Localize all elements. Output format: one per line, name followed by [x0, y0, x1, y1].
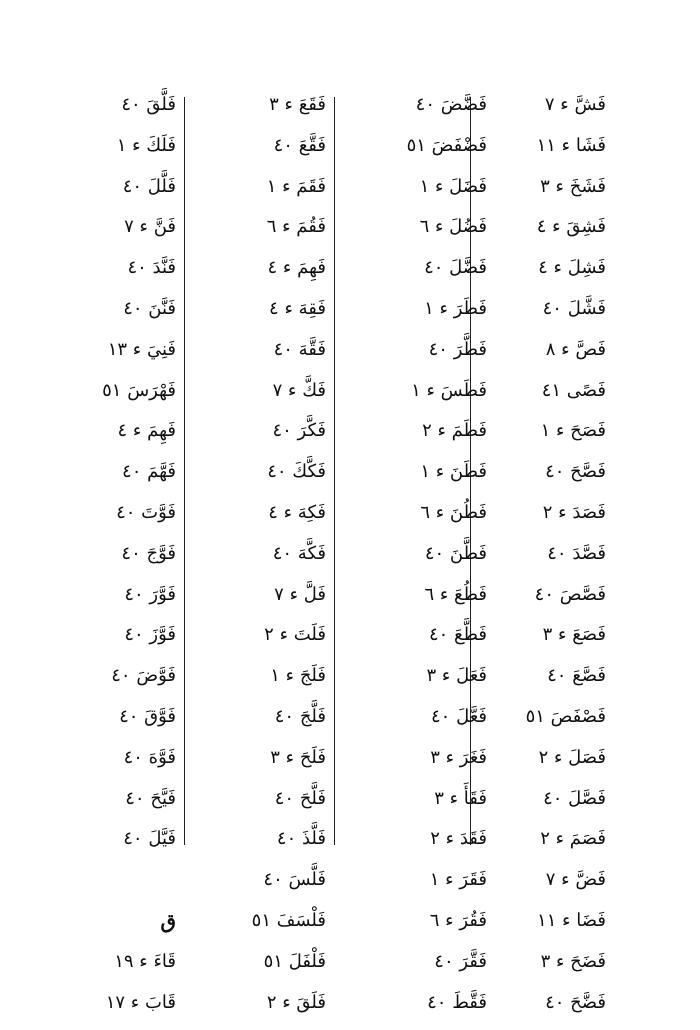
dictionary-entry: فَلَجَ ء ١: [270, 665, 326, 687]
dictionary-entry: فَلَقَ ء ٢: [266, 991, 326, 1013]
dictionary-entry: فَطَرَ ء ١: [424, 297, 487, 319]
dictionary-entry: فَكِهَ ء ٤: [268, 501, 326, 523]
dictionary-entry: فَشِقَ ء ٤: [536, 216, 606, 238]
dictionary-entry: فَوَّجَ ٤٠: [121, 542, 176, 564]
dictionary-entry: فَقَّطَ ٤٠: [427, 991, 487, 1013]
column-2: [356, 92, 487, 1030]
dictionary-entry: فَطَّرَ ٤٠: [428, 338, 487, 360]
dictionary-entry: فَصَعَ ء ٣: [542, 624, 606, 646]
dictionary-entry: فَظَّعَ ٤٠: [428, 624, 487, 646]
dictionary-entry: فَوَّزَ ٤٠: [124, 624, 176, 646]
column-1: [498, 92, 606, 1030]
dictionary-entry: فَلَّذَ ٤٠: [276, 828, 326, 850]
dictionary-entry: فَشِلَ ء ٤: [538, 257, 606, 279]
dictionary-entry: فَنِيَ ء ١٣: [107, 338, 176, 360]
dictionary-entry: فَلْفَلَ ٥١: [263, 950, 326, 972]
dictionary-entry: فَقَّرَ ٤٠: [434, 950, 487, 972]
dictionary-entry: فَعَّلَ ٤٠: [431, 705, 487, 727]
dictionary-entry: فَلَّسَ ٤٠: [263, 869, 326, 891]
dictionary-entry: فَوَّرَ ٤٠: [124, 583, 176, 605]
dictionary-entry: فَضَّحَ ٤٠: [545, 991, 606, 1013]
dictionary-entry: فَصَمَ ء ٢: [540, 828, 606, 850]
dictionary-entry: فَصَّعَ ٤٠: [547, 665, 606, 687]
dictionary-entry: فَصْفَصَ ٥١: [525, 705, 606, 727]
section-letter-heading: ق: [160, 908, 176, 933]
dictionary-entry: فَصَّدَ ٤٠: [547, 542, 606, 564]
dictionary-entry: فَضْفَضَ ٥١: [406, 134, 487, 156]
dictionary-entry: [66, 867, 176, 908]
dictionary-entry: فَلَّقَ ٤٠: [121, 94, 176, 115]
dictionary-entry: فَعَلَ ء ٣: [426, 665, 487, 687]
dictionary-entry: فَصًى ٤١: [541, 379, 606, 401]
dictionary-entry: فَصَّ ء ٨: [545, 338, 606, 360]
dictionary-entry: فَلَّ ء ٧: [274, 583, 326, 605]
dictionary-entry: فَلْسَفَ ٥١: [251, 909, 326, 931]
dictionary-entry: فَلَتَ ء ٢: [264, 624, 326, 646]
dictionary-entry: فَشَّ ء ٧: [544, 94, 606, 115]
dictionary-entry: قَاءَ ء ١٩: [114, 950, 176, 972]
dictionary-entry: فَضُلَ ء ٦: [419, 216, 487, 238]
dictionary-entry: فَنَّ ء ٧: [124, 216, 176, 238]
dictionary-entry: فَيَّحَ ٤٠: [125, 787, 176, 809]
dictionary-entry: فَهِمَ ء ٤: [267, 257, 326, 279]
column-divider: [334, 97, 335, 845]
column-4: [66, 92, 176, 1030]
dictionary-entry: فَقَّعَ ٤٠: [273, 134, 326, 156]
dictionary-entry: فَصَحَ ء ١: [540, 420, 606, 442]
dictionary-entry: فَغَرَ ء ٣: [430, 746, 487, 768]
dictionary-entry: فَنَّدَ ٤٠: [127, 257, 176, 279]
dictionary-entry: فَقَرَ ء ١: [429, 869, 487, 891]
dictionary-entry: فَلَّجَ ٤٠: [274, 705, 326, 727]
dictionary-entry: فَشَا ء ١١: [536, 134, 606, 156]
dictionary-entry: فَطَّنَ ٤٠: [424, 542, 487, 564]
dictionary-entry: فَضَا ء ١١: [537, 909, 606, 931]
dictionary-entry: فَوَّقَ ٤٠: [119, 705, 176, 727]
dictionary-entry: فَضَّ ء ٧: [545, 869, 606, 891]
dictionary-entry: فَقُمَ ء ٦: [266, 216, 326, 238]
dictionary-entry: فَصَّلَ ٤٠: [543, 787, 606, 809]
dictionary-entry: فَلَكَ ء ١: [116, 134, 176, 156]
dictionary-entry: فَلَّلَ ٤٠: [122, 175, 176, 197]
dictionary-entry: فَطَسَ ء ١: [411, 379, 487, 401]
dictionary-entry: فَضَّضَ ٤٠: [415, 94, 487, 115]
dictionary-entry: فَقَأَ ء ٣: [434, 787, 487, 809]
dictionary-entry: فَشَخَ ء ٣: [540, 175, 606, 197]
dictionary-entry: فَطَنَ ء ١: [420, 461, 487, 483]
dictionary-entry: فَقَّهَ ٤٠: [273, 338, 326, 360]
dictionary-entry: فَقِهَ ء ٤: [269, 297, 326, 319]
dictionary-entry: فَصَلَ ء ٢: [538, 746, 606, 768]
dictionary-entry: فَهِمَ ء ٤: [117, 420, 176, 442]
dictionary-entry: فَكَّكَ ٤٠: [267, 461, 326, 483]
dictionary-entry: فَطُنَ ء ٦: [420, 501, 487, 523]
dictionary-entry: فَنَّنَ ٤٠: [123, 297, 176, 319]
dictionary-entry: فَهَّمَ ٤٠: [122, 461, 176, 483]
dictionary-entry: فَهْرَسَ ٥١: [102, 379, 176, 401]
dictionary-entry: فَلَّحَ ٤٠: [274, 787, 326, 809]
column-3: [208, 92, 326, 1030]
dictionary-entry: فَضَحَ ء ٣: [540, 950, 606, 972]
dictionary-entry: فَكَّهَ ٤٠: [272, 542, 326, 564]
dictionary-entry: فَوَّتَ ٤٠: [116, 501, 176, 523]
dictionary-entry: فَقَعَ ء ٣: [269, 94, 326, 115]
dictionary-entry: فَصَدَ ء ٢: [542, 501, 606, 523]
dictionary-entry: فَوَّهَ ٤٠: [123, 746, 176, 768]
dictionary-entry: فَيَّلَ ٤٠: [123, 828, 176, 850]
dictionary-entry: فَطَمَ ء ٢: [422, 420, 487, 442]
dictionary-entry: فَقَمَ ء ١: [266, 175, 326, 197]
dictionary-entry: فَكَّ ء ٧: [272, 379, 326, 401]
dictionary-entry: فَلَحَ ء ٣: [270, 746, 326, 768]
dictionary-entry: فَصَّحَ ٤٠: [545, 461, 606, 483]
dictionary-entry: فَقَدَ ء ٢: [430, 828, 487, 850]
dictionary-entry: فَضَّلَ ٤٠: [424, 257, 487, 279]
dictionary-entry: فَشَّلَ ٤٠: [542, 297, 606, 319]
dictionary-entry: فَصَّصَ ٤٠: [534, 583, 606, 605]
dictionary-entry: فَقُرَ ء ٦: [429, 909, 487, 931]
dictionary-entry: فَظُعَ ء ٦: [424, 583, 487, 605]
dictionary-entry: فَضَلَ ء ١: [419, 175, 487, 197]
dictionary-entry: فَكَّرَ ٤٠: [272, 420, 326, 442]
column-divider: [184, 97, 185, 845]
dictionary-entry: فَوَّضَ ٤٠: [111, 665, 176, 687]
dictionary-entry: قَابَ ء ١٧: [105, 991, 176, 1013]
